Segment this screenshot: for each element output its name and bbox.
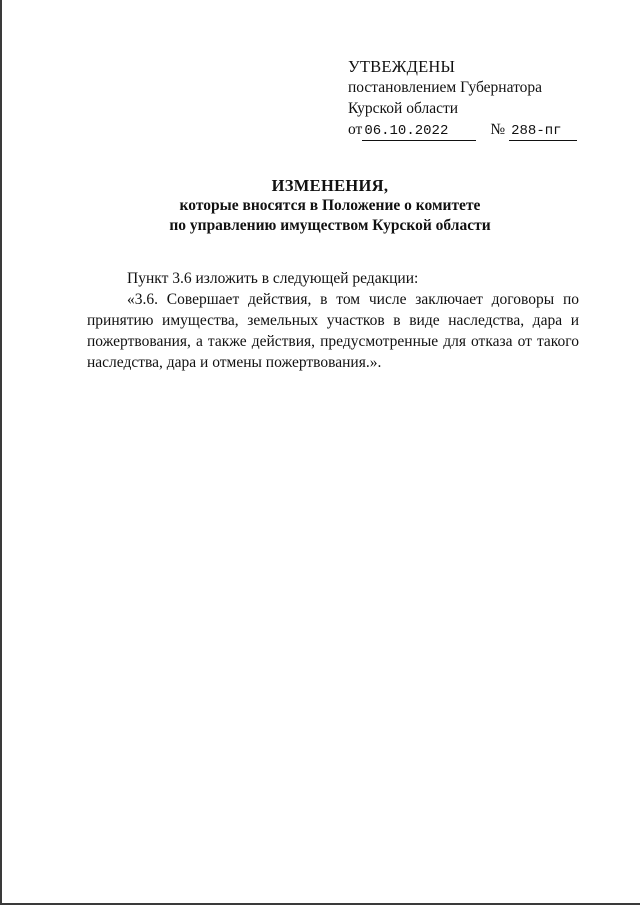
document-heading (40, 176, 620, 236)
heading-line-3: по управлению имуществом Курской области (169, 217, 491, 234)
heading-line-2: которые вносятся в Положение о комитете (179, 197, 481, 214)
paragraph-instruction: Пункт 3.6 изложить в следующей редакции: (127, 270, 419, 287)
date-prefix: от (348, 121, 363, 138)
approval-title: УТВЕЖДЕНЫ (348, 57, 456, 76)
document-body (87, 268, 579, 373)
number-sign: № (490, 121, 506, 138)
approval-date: 06.10.2022 (362, 123, 476, 141)
approval-line-region: Курской области (348, 100, 459, 117)
approval-date-line (348, 119, 608, 141)
approval-number: 288-пг (509, 123, 577, 141)
approval-block (348, 56, 608, 141)
heading-title: ИЗМЕНЕНИЯ, (271, 176, 389, 195)
approval-line-resolution: постановлением Губернатора (348, 79, 543, 96)
paragraph-clause-3-6: «3.6. Совершает действия, в том числе заключает договоры по принятию имущества, земельных участков в виде наследства, дара и пожертвования, а также действия, предусмотренные для отказа от такого наследства, дара и отмены пожертвования.». (87, 291, 579, 371)
scan-edge-left (0, 0, 2, 905)
